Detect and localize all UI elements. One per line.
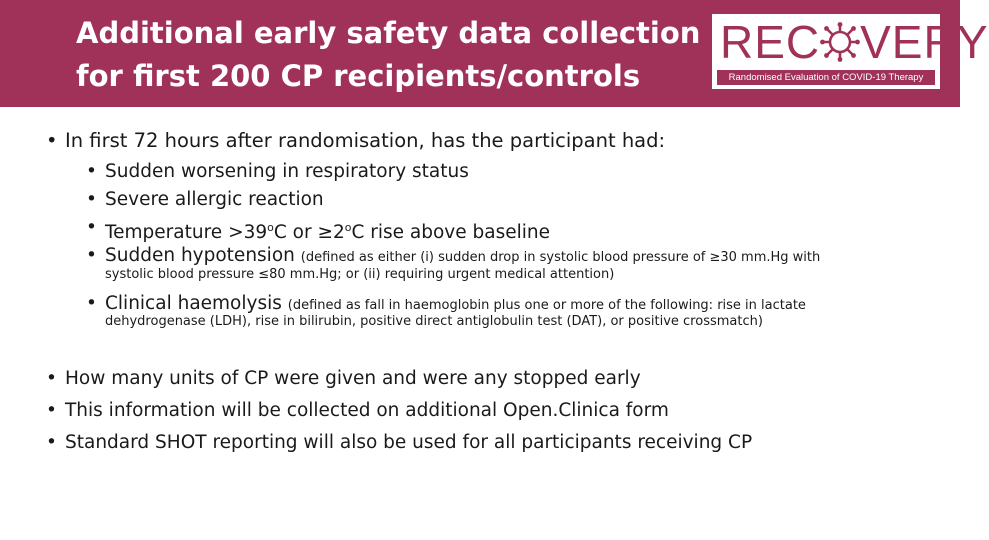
sub-item-detail: (defined as fall in haemoglobin plus one or more of the following: rise in lactate [287,298,806,313]
bottom-bullet-text: How many units of CP were given and were any stopped early [65,368,641,389]
bullet-dot: • [46,432,57,453]
logo-word-post: VERY [860,16,989,68]
bullet-dot: • [86,161,97,182]
sub-item-text: Temperature $>39^oC$ or $\ge 2^oC$ rise above baseline [105,221,551,244]
title-banner [0,0,989,107]
bottom-bullet-text: This information will be collected on additional Open.Clinica form [65,400,669,421]
sub-item-detail-cont: systolic blood pressure ≤80 mm.Hg; or (ii) requiring urgent medical attention) [105,267,615,282]
bullet-dot: • [46,368,57,389]
bullet-dot: • [46,129,58,152]
logo-tagline: Randomised Evaluation of COVID-19 Therapy [717,70,935,85]
bullet-dot: • [86,245,97,266]
logo-wordmark [720,16,989,68]
sub-item-detail-cont: dehydrogenase (LDH), rise in bilirubin, positive direct antiglobulin test (DAT), or positive crossmatch) [105,314,763,329]
bullet-dot: • [86,189,97,210]
sub-item-text: Sudden worsening in respiratory status [105,161,469,182]
slide-title [76,12,700,98]
logo-word-pre: REC [720,16,821,68]
main-question-text: In first 72 hours after randomisation, has the participant had: [65,129,666,152]
title-line-1: Additional early safety data collection [76,16,701,50]
sub-item-detail: (defined as either (i) sudden drop in systolic blood pressure of ≥30 mm.Hg with [300,250,821,265]
sub-item-text: Clinical haemolysis (defined as fall in haemoglobin plus one or more of the following: rise in lactate [105,293,806,314]
sub-item-text: Severe allergic reaction [105,189,324,210]
title-line-2: for first 200 CP recipients/controls [76,59,641,93]
virus-icon [820,22,860,62]
bullet-dot: • [46,400,57,421]
bullet-dot: • [86,217,97,238]
bullet-dot: • [86,293,97,314]
recovery-logo [712,14,989,89]
sub-item-text: Sudden hypotension (defined as either (i) sudden drop in systolic blood pressure of ≥30 mm.Hg with [105,245,821,266]
bottom-bullet-text: Standard SHOT reporting will also be used for all participants receiving CP [65,432,753,453]
